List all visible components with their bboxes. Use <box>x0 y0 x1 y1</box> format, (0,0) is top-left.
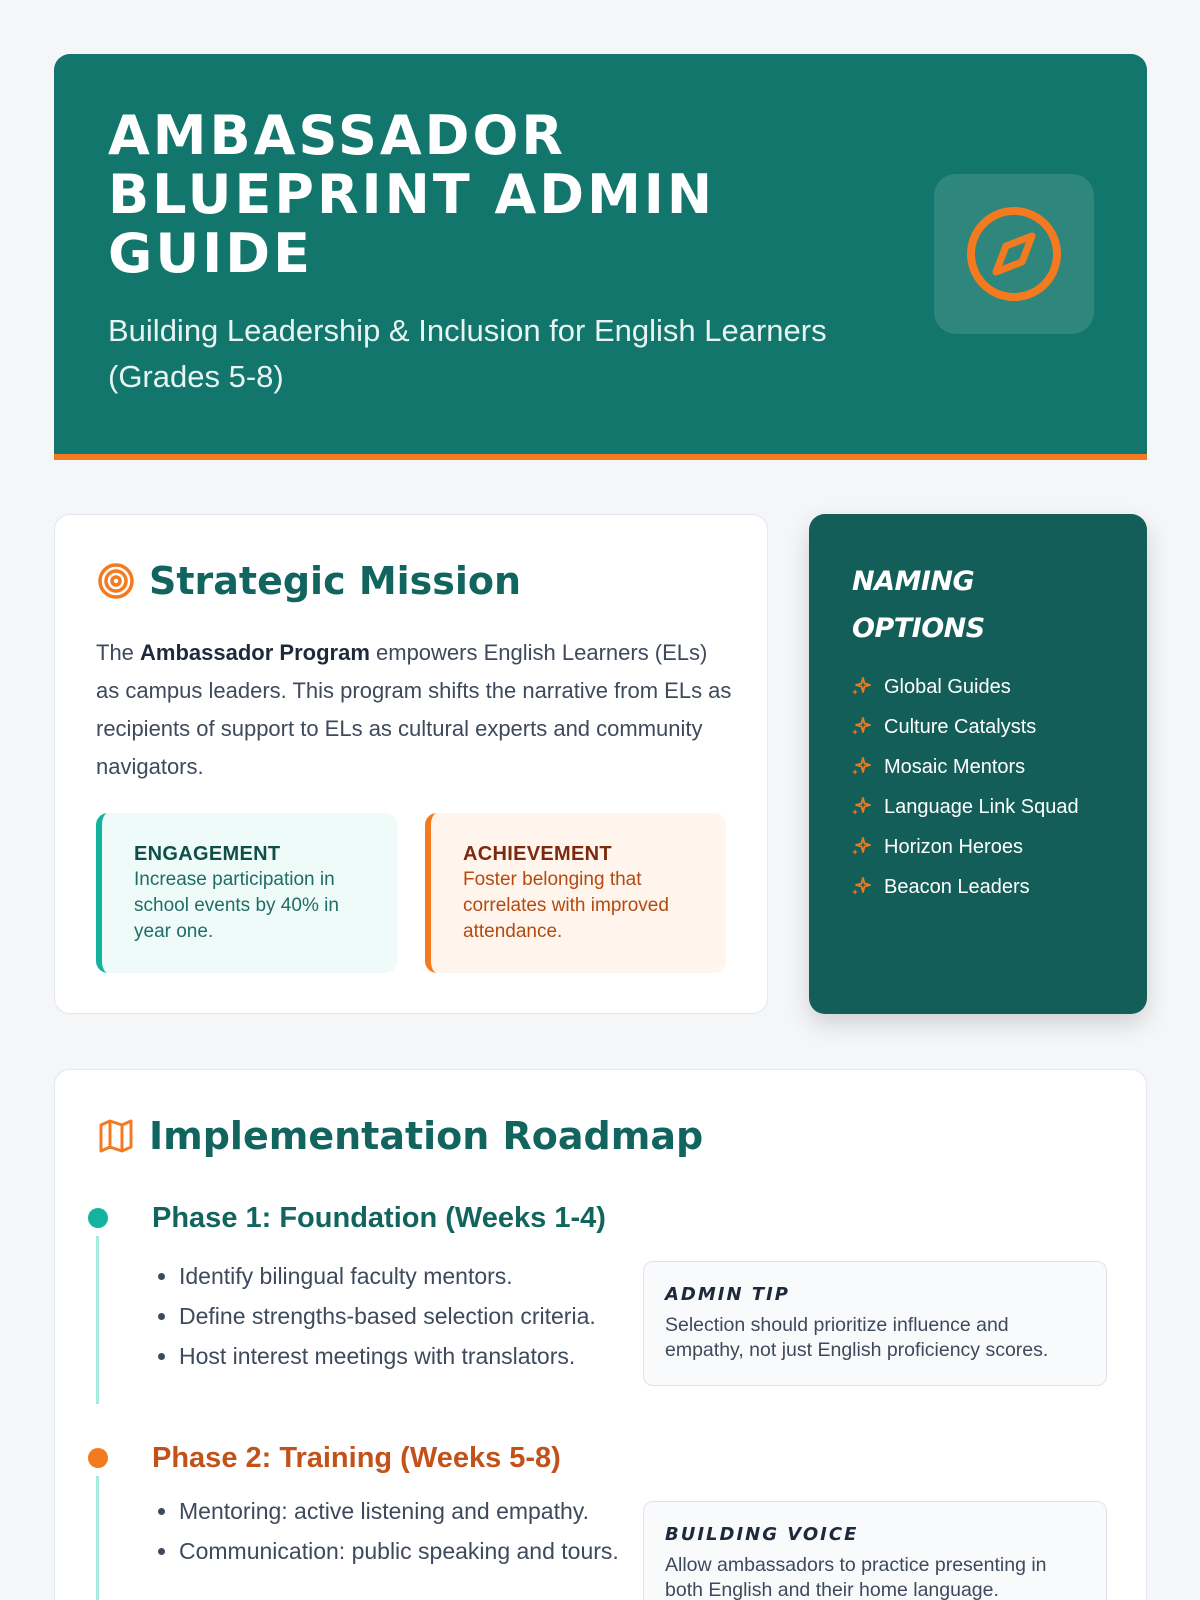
phase-title: Phase 2: Training (Weeks 5-8) <box>152 1442 561 1474</box>
building-voice-box <box>643 1501 1107 1600</box>
list-item: • Mentoring: active listening and empathy. <box>179 1496 639 1526</box>
implementation-roadmap-card <box>54 1069 1147 1600</box>
roadmap-heading-text: Implementation Roadmap <box>149 1114 704 1158</box>
program-name: Ambassador Program <box>140 640 370 665</box>
list-item <box>850 667 1079 707</box>
page-title: AMBASSADOR BLUEPRINT ADMIN GUIDE <box>108 104 716 285</box>
compass-badge <box>934 174 1094 334</box>
mission-heading-text: Strategic Mission <box>149 559 522 603</box>
naming-option: Mosaic Mentors <box>884 755 1026 778</box>
timeline-line <box>96 1236 99 1404</box>
goal-label: ACHIEVEMENT <box>463 843 612 865</box>
goal-label: ENGAGEMENT <box>134 843 281 865</box>
compass-icon <box>964 204 1064 304</box>
list-item: • Identify bilingual faculty mentors. <box>179 1256 639 1296</box>
list-item: • Define strengths-based selection criteria. <box>179 1296 639 1336</box>
timeline-dot <box>88 1208 108 1228</box>
target-icon <box>96 561 136 601</box>
list-item <box>850 707 1079 747</box>
sparkles-icon <box>850 836 872 858</box>
naming-options-panel <box>809 514 1147 1014</box>
goal-description: Increase participation in school events by 40% in year one. <box>134 869 339 942</box>
mission-text-body: empowers English Learners (ELs) as campus leaders. This program shifts the narrative from ELs as recipients of support to ELs as cultural experts and community navigators. <box>96 640 732 779</box>
timeline-line <box>96 1476 99 1600</box>
naming-option: Global Guides <box>884 675 1011 698</box>
sparkles-icon <box>850 756 872 778</box>
page-subtitle: Building Leadership & Inclusion for English Learners (Grades 5-8) <box>108 313 827 394</box>
strategic-mission-card <box>54 514 768 1014</box>
naming-title: NAMING OPTIONS <box>852 566 985 644</box>
naming-option: Horizon Heroes <box>884 835 1023 858</box>
sparkles-icon <box>850 876 872 898</box>
phase-task-list <box>179 1256 639 1376</box>
list-item <box>850 867 1079 907</box>
sparkles-icon <box>850 796 872 818</box>
achievement-goal <box>425 813 726 973</box>
sparkles-icon <box>850 676 872 698</box>
tip-text: Selection should prioritize influence and empathy, not just English proficiency scores. <box>665 1314 1049 1361</box>
goal-description: Foster belonging that correlates with improved attendance. <box>463 869 669 942</box>
list-item <box>850 827 1079 867</box>
phase-title: Phase 1: Foundation (Weeks 1-4) <box>152 1202 606 1234</box>
list-item <box>850 747 1079 787</box>
tip-label: ADMIN TIP <box>665 1284 790 1305</box>
naming-options-list <box>850 667 1079 907</box>
list-item <box>850 787 1079 827</box>
list-item: • Communication: public speaking and tours. <box>179 1536 639 1566</box>
engagement-goal <box>96 813 397 973</box>
timeline-dot <box>88 1448 108 1468</box>
mission-text-prefix: The <box>96 640 141 665</box>
naming-option: Culture Catalysts <box>884 715 1037 738</box>
list-item: • Host interest meetings with translators. <box>179 1336 639 1376</box>
map-icon <box>96 1116 136 1156</box>
hero-banner <box>54 54 1147 460</box>
admin-tip-box <box>643 1261 1107 1386</box>
sparkles-icon <box>850 716 872 738</box>
phase-task-list <box>179 1496 639 1576</box>
naming-option: Beacon Leaders <box>884 875 1030 898</box>
tip-label: BUILDING VOICE <box>665 1524 859 1545</box>
roadmap-heading <box>96 1114 703 1158</box>
mission-description <box>96 634 736 786</box>
tip-text: Allow ambassadors to practice presenting in both English and their home language. <box>665 1554 1047 1600</box>
naming-option: Language Link Squad <box>884 795 1079 818</box>
mission-heading <box>96 559 521 603</box>
